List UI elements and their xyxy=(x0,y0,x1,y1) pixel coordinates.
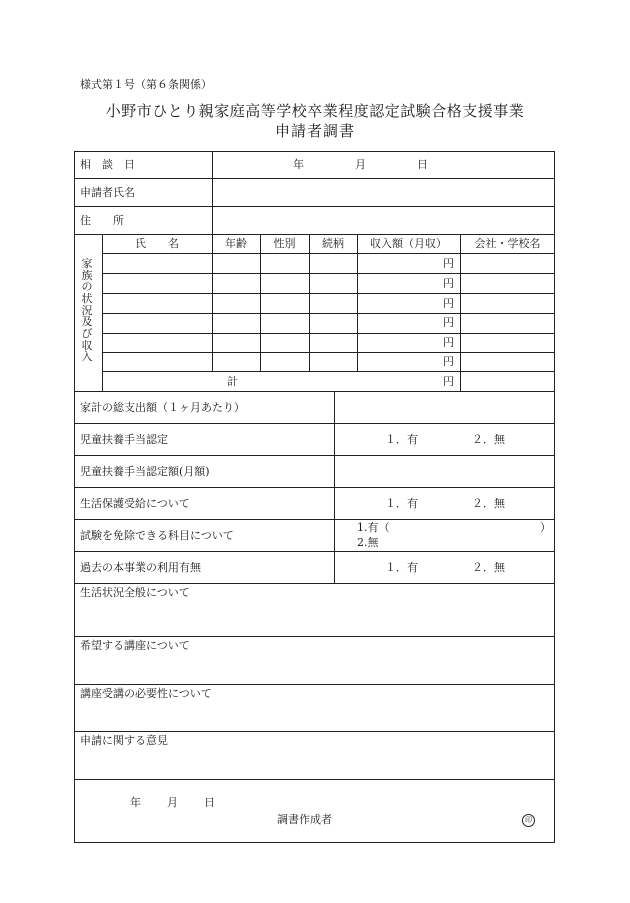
exempt-option-yes: 1.有（ xyxy=(357,521,390,534)
expense-label: 家計の総支出額（１ヶ月あたり） xyxy=(80,401,245,414)
row-divider xyxy=(74,779,555,780)
row-divider xyxy=(74,684,555,685)
footer-month-label: 月 xyxy=(167,796,178,809)
exempt-option-yes-close: ） xyxy=(540,521,551,534)
row-divider xyxy=(74,423,555,424)
col-divider xyxy=(260,234,261,371)
row-divider xyxy=(74,551,555,552)
family-side-label: 家 族 の 状 況 及 び 収 入 xyxy=(81,257,93,364)
allowance-option-no: ２．無 xyxy=(472,433,505,446)
col-divider xyxy=(102,234,103,391)
col-divider xyxy=(212,234,213,371)
row-divider xyxy=(74,391,555,392)
row-divider xyxy=(74,234,555,235)
row-divider xyxy=(74,455,555,456)
col-header-relation: 続柄 xyxy=(322,237,344,250)
welfare-label: 生活保護受給について xyxy=(80,497,190,510)
consultation-year-label: 年 xyxy=(293,158,304,171)
opinion-label: 申請に関する意見 xyxy=(80,734,168,747)
allowance-label: 児童扶養手当認定 xyxy=(80,433,168,446)
applicant-name-label: 申請者氏名 xyxy=(80,186,135,199)
row-divider xyxy=(74,636,555,637)
col-header-sex: 性別 xyxy=(273,237,296,250)
seal-icon: 印 xyxy=(522,814,535,827)
col-header-name: 氏 名 xyxy=(135,237,179,250)
course-necessity-label: 講座受講の必要性について xyxy=(80,687,212,700)
col-header-age: 年齢 xyxy=(225,237,247,250)
exempt-option-no: 2.無 xyxy=(357,536,379,549)
col-divider xyxy=(357,234,358,371)
yen-unit: 円 xyxy=(443,277,454,290)
footer-year-label: 年 xyxy=(130,796,141,809)
welfare-option-yes: １．有 xyxy=(385,497,418,510)
allowance-amount-label: 児童扶養手当認定額(月額) xyxy=(80,465,210,478)
family-row-divider xyxy=(102,293,555,294)
row-divider xyxy=(74,178,555,179)
yen-unit: 円 xyxy=(443,355,454,368)
family-row-divider xyxy=(102,313,555,314)
allowance-option-yes: １．有 xyxy=(385,433,418,446)
row-divider xyxy=(74,731,555,732)
desired-course-label: 希望する講座について xyxy=(80,639,190,652)
row-divider xyxy=(74,519,555,520)
family-row-divider xyxy=(102,352,555,353)
col-divider xyxy=(334,391,335,583)
consultation-date-label: 相 談 日 xyxy=(80,158,135,171)
col-divider xyxy=(460,234,461,391)
exempt-label: 試験を免除できる科目について xyxy=(80,529,234,542)
address-label: 住 所 xyxy=(80,214,124,227)
row-divider xyxy=(74,583,555,584)
consultation-day-label: 日 xyxy=(417,158,428,171)
yen-unit: 円 xyxy=(443,375,454,388)
yen-unit: 円 xyxy=(443,316,454,329)
consultation-month-label: 月 xyxy=(355,158,366,171)
page-title: 小野市ひとり親家庭高等学校卒業程度認定試験合格支援事業 xyxy=(105,102,525,120)
past-use-option-no: ２．無 xyxy=(472,561,505,574)
col-divider xyxy=(309,234,310,371)
family-row-divider xyxy=(102,333,555,334)
col-header-work: 会社・学校名 xyxy=(474,237,541,250)
col-header-income: 収入額（月収） xyxy=(370,237,447,250)
life-situation-label: 生活状況全般について xyxy=(80,586,190,599)
family-row-divider xyxy=(102,273,555,274)
welfare-option-no: ２．無 xyxy=(472,497,505,510)
footer-day-label: 日 xyxy=(204,796,215,809)
col-divider xyxy=(212,151,213,234)
yen-unit: 円 xyxy=(443,257,454,270)
yen-unit: 円 xyxy=(443,336,454,349)
family-row-divider xyxy=(102,253,555,254)
form-number: 様式第１号（第６条関係） xyxy=(80,78,212,91)
past-use-label: 過去の本事業の利用有無 xyxy=(80,561,201,574)
page-subtitle: 申請者調書 xyxy=(274,122,355,140)
family-total-label: 計 xyxy=(227,375,238,388)
yen-unit: 円 xyxy=(443,297,454,310)
row-divider xyxy=(74,487,555,488)
family-row-divider xyxy=(102,371,555,372)
row-divider xyxy=(74,206,555,207)
author-label: 調書作成者 xyxy=(277,813,332,826)
past-use-option-yes: １．有 xyxy=(385,561,418,574)
